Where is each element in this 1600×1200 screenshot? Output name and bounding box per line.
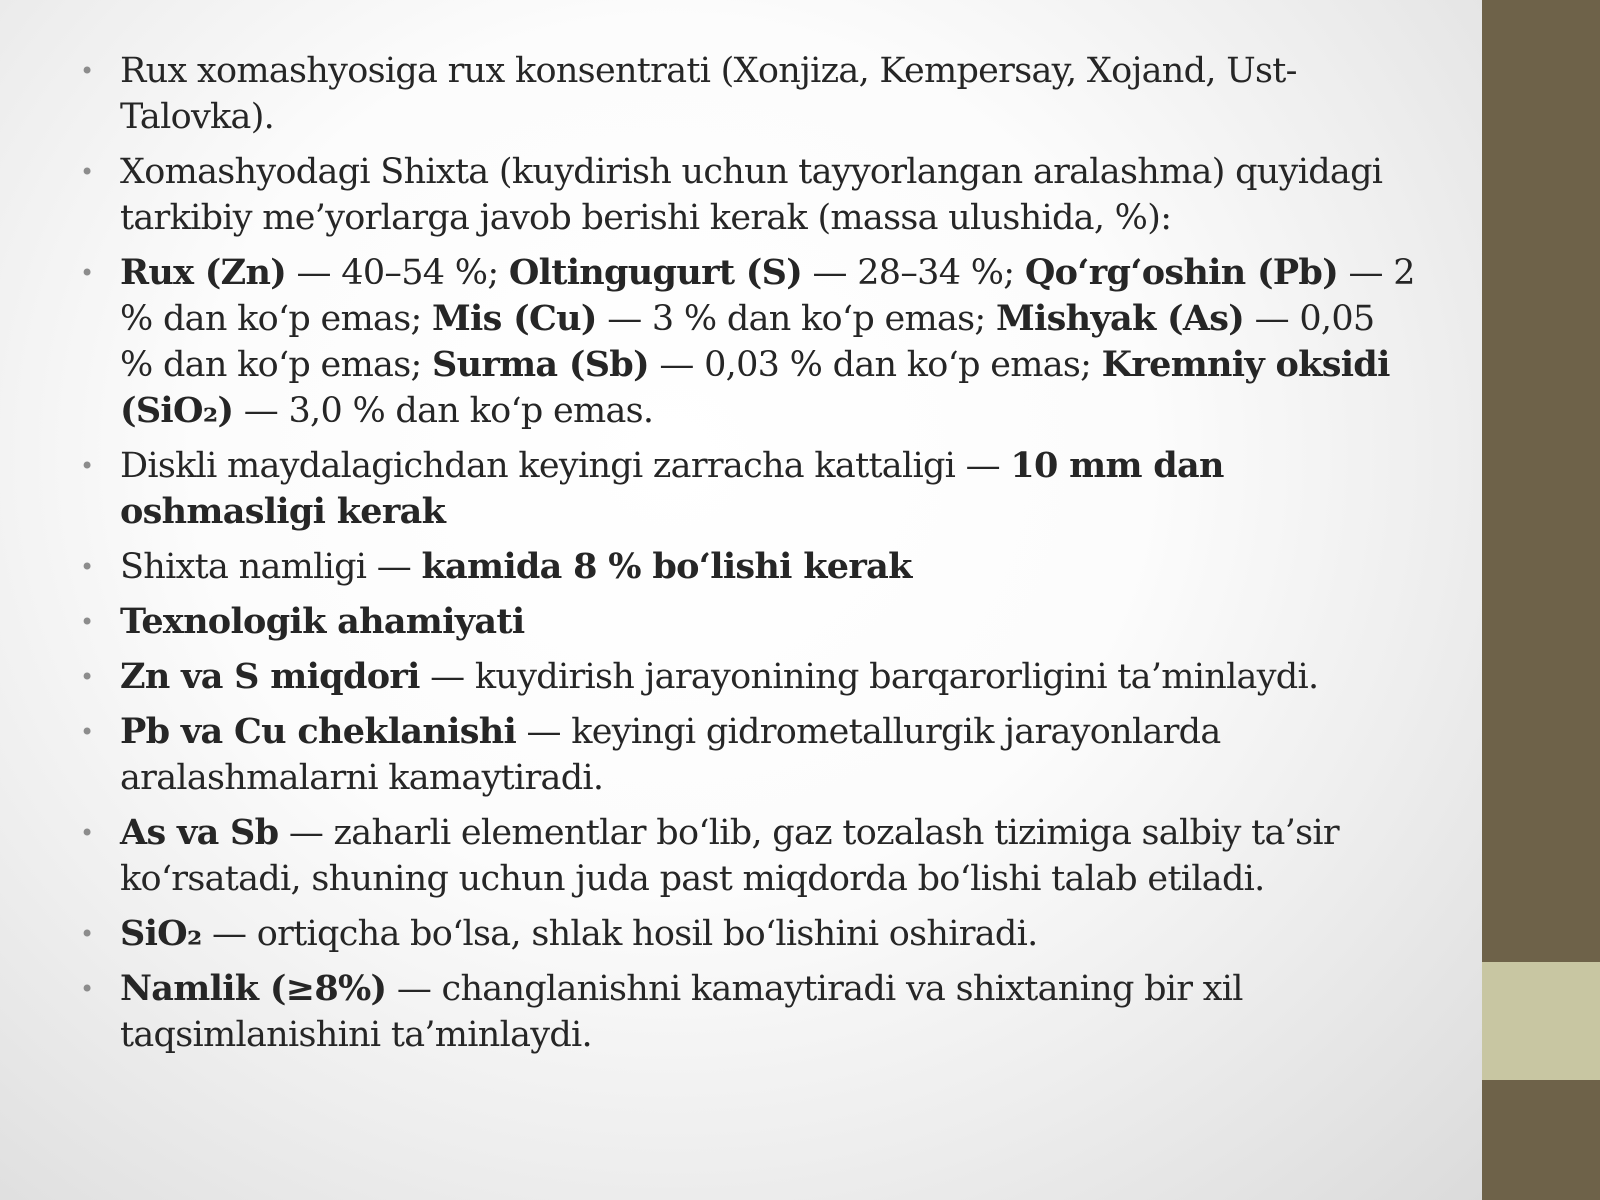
text-segment: — ortiqcha bo‘lsa, shlak hosil bo‘lishini oshiradi. <box>201 914 1038 954</box>
text-segment: Diskli maydalagichdan keyingi zarracha kattaligi — <box>120 446 1011 486</box>
list-item <box>76 599 1416 645</box>
bullet-icon: • <box>80 819 94 847</box>
item-text <box>120 813 1339 899</box>
bullet-icon: • <box>80 975 94 1003</box>
bold-term: Texnologik ahamiyati <box>120 601 525 642</box>
sidebar-accent-block <box>1482 962 1600 1080</box>
bold-term: Mishyak (As) <box>995 298 1245 339</box>
item-text <box>120 969 1243 1055</box>
item-text <box>120 253 1415 431</box>
text-segment: — 3 % dan ko‘p emas; <box>596 299 996 339</box>
text-segment: Rux xomashyosiga rux konsentrati (Xonjiza, Kempersay, Xojand, Ust-Talovka). <box>120 51 1297 137</box>
text-segment: — changlanishni kamaytiradi va shixtaning bir xil taqsimlanishini ta’minlaydi. <box>120 969 1243 1055</box>
item-text <box>120 51 1297 137</box>
bullet-list <box>76 48 1416 1058</box>
bold-term: Rux (Zn) <box>120 252 287 293</box>
bullet-icon: • <box>80 158 94 186</box>
bold-term: As va Sb <box>120 812 279 853</box>
text-segment: — 3,0 % dan ko‘p emas. <box>233 391 654 431</box>
bullet-icon: • <box>80 608 94 636</box>
bold-term: Surma (Sb) <box>432 344 649 385</box>
bullet-icon: • <box>80 663 94 691</box>
item-text <box>120 712 1221 798</box>
list-item <box>76 48 1416 140</box>
list-item <box>76 149 1416 241</box>
bold-term: Qo‘rg‘oshin (Pb) <box>1024 252 1339 293</box>
text-segment: — 0,03 % dan ko‘p emas; <box>648 345 1102 385</box>
text-segment: — zaharli elementlar bo‘lib, gaz tozalash tizimiga salbiy ta’sir ko‘rsatadi, shuning uchun juda past miqdorda bo‘lishi talab etiladi. <box>120 813 1339 899</box>
list-item <box>76 911 1416 957</box>
list-item <box>76 250 1416 434</box>
bold-term: SiO₂ <box>120 913 202 954</box>
list-item <box>76 966 1416 1058</box>
bold-term: kamida 8 % bo‘lishi kerak <box>421 546 912 587</box>
list-item <box>76 443 1416 535</box>
bold-term: Kremniy oksidi (SiO₂) <box>120 344 1390 431</box>
item-text <box>120 547 912 587</box>
list-item <box>76 709 1416 801</box>
bold-term: Zn va S miqdori <box>120 656 420 697</box>
list-item <box>76 810 1416 902</box>
item-text <box>120 602 524 642</box>
bullet-icon: • <box>80 452 94 480</box>
text-segment: — 40–54 %; <box>286 253 509 293</box>
list-item <box>76 654 1416 700</box>
text-segment: Xomashyodagi Shixta (kuydirish uchun tayyorlangan aralashma) quyidagi tarkibiy me’yorlarga javob berishi kerak (massa ulushida, %): <box>120 152 1383 238</box>
bullet-icon: • <box>80 920 94 948</box>
bullet-icon: • <box>80 259 94 287</box>
bold-term: Pb va Cu cheklanishi <box>120 711 517 752</box>
bold-term: Mis (Cu) <box>432 298 597 339</box>
text-segment: — 0,05 % dan ko‘p emas; <box>120 299 1375 385</box>
item-text <box>120 914 1038 954</box>
list-item <box>76 544 1416 590</box>
text-segment: — kuydirish jarayonining barqarorligini ta’minlaydi. <box>419 657 1319 697</box>
bullet-icon: • <box>80 553 94 581</box>
text-segment: — 28–34 %; <box>802 253 1025 293</box>
item-text <box>120 446 1224 532</box>
item-text <box>120 657 1318 697</box>
bold-term: Namlik (≥8%) <box>120 968 387 1009</box>
bold-term: Oltingugurt (S) <box>508 252 803 293</box>
bullet-icon: • <box>80 718 94 746</box>
text-segment: — keyingi gidrometallurgik jarayonlarda aralashmalarni kamaytiradi. <box>120 712 1221 798</box>
bold-term: 10 mm dan oshmasligi kerak <box>120 445 1224 532</box>
item-text <box>120 152 1382 238</box>
text-segment: — 2 % dan ko‘p emas; <box>120 253 1415 339</box>
text-segment: Shixta namligi — <box>120 547 422 587</box>
bullet-icon: • <box>80 57 94 85</box>
slide-content <box>76 48 1416 1067</box>
